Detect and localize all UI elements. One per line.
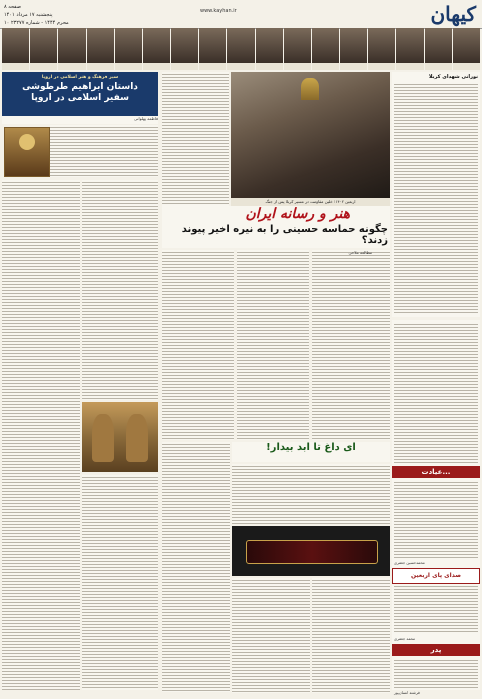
portrait [396,28,423,70]
portrait-photo [2,28,29,63]
portrait [284,28,311,70]
portrait [368,28,395,70]
portrait [312,28,339,70]
portrait-photo [396,28,423,63]
portrait-photo [199,28,226,63]
portrait [199,28,226,70]
halo-shape [19,134,35,150]
newspaper-logo: کیهان [430,2,476,26]
portrait-caption [199,63,226,70]
box-1-title: عیادت... [392,466,480,478]
portrait-caption [143,63,170,70]
box-3-title: پدر [392,644,480,656]
feature-column-3 [312,250,390,440]
portrait-caption [87,63,114,70]
website-url[interactable]: www.kayhan.ir [200,8,237,14]
sculpture-photo [82,402,158,472]
portrait-caption [284,63,311,70]
portrait [58,28,85,70]
calligraphy-banner [232,526,390,576]
portrait-photo [425,28,452,63]
portrait-caption [30,63,57,70]
portrait-photo [312,28,339,63]
portrait-caption [425,63,452,70]
left-article-author: فاطمه پهلوانی [2,116,158,124]
issue-line: ۱۰ محرم ۱۴۴۴ - شماره ۲۳۲۷۷ [4,20,69,26]
portrait-caption [340,63,367,70]
portrait-photo [256,28,283,63]
right-column-text [394,82,478,314]
portrait-caption [396,63,423,70]
headline-main: چگونه حماسه حسینی را به نیره اخیر پیوند زدند؟ [181,224,388,246]
portrait-photo [368,28,395,63]
poem-column-top [232,464,390,524]
portrait-caption [2,63,29,70]
portrait-photo [171,28,198,63]
box-3-text [394,658,478,688]
portrait-caption [171,63,198,70]
portrait-caption [115,63,142,70]
right-column-title: نورانی شهدای کربلا [428,74,478,80]
box-1-text [394,480,478,558]
portrait-photo [227,28,254,63]
figure-shape-right [126,414,148,462]
portrait [143,28,170,70]
left-article-text-top [50,125,158,177]
portrait-caption [453,63,480,70]
portrait-caption [227,63,254,70]
portrait [87,28,114,70]
page-label: صفحه ۸ [4,4,21,10]
feature-column-1 [162,250,234,440]
portrait-photo [30,28,57,63]
portrait-photo [87,28,114,63]
portrait [227,28,254,70]
portrait [115,28,142,70]
headline-kicker: هنر و رسانه ایران [245,206,350,222]
portrait-photo [340,28,367,63]
portrait-photo [58,28,85,63]
left-article-column-2 [82,180,158,400]
byline: مطالعه ملاحی [348,250,372,255]
left-article-title-1: داستان ابراهیم طرطوشی [22,82,138,92]
portrait [256,28,283,70]
left-article-column-1 [2,180,80,690]
calligraphy-frame [246,540,378,564]
feature-column-2 [237,250,309,440]
masthead [0,0,482,29]
portrait-photo [453,28,480,63]
left-article-header [2,72,158,116]
portrait-caption [256,63,283,70]
right-column [392,72,480,317]
portrait-caption [312,63,339,70]
feature-headline [162,206,390,248]
portrait-photo [143,28,170,63]
figure-shape-left [92,414,114,462]
poem-column-b [312,578,390,693]
poem-header [232,442,390,462]
portrait [425,28,452,70]
box-3-author: فرشته انسان‌پور [394,690,420,695]
portrait-photo [115,28,142,63]
portrait-strip [0,28,482,70]
poem-column-left [162,442,230,692]
portrait [340,28,367,70]
portrait [30,28,57,70]
issue-info [4,3,69,27]
portrait [453,28,480,70]
portrait-caption [368,63,395,70]
left-article-title-2: سفیر اسلامی در اروپا [31,93,129,103]
pilgrims-photo [231,72,390,198]
date-line: پنجشنبه ۱۷ مرداد ۱۴۰۱ [4,12,53,18]
portrait-caption [58,63,85,70]
box-2-title: صدای پای اربعین [392,568,480,584]
left-article-kicker: سیر فرهنگ و هنر اسلامی در اروپا [41,75,119,80]
box-1-author: محمدحسین جعفری [394,560,425,565]
photo-caption: اربعین ۱۴۰۲؛ خلین مقاومت در مسیر کربلا پس از جنگ [231,198,390,206]
left-article-column-3 [82,475,158,690]
poem-title: ای داغ تا ابد بیدار! [266,442,356,453]
portrait-photo [284,28,311,63]
portrait [171,28,198,70]
portrait [2,28,29,70]
icon-painting [4,127,50,177]
right-column-lower-text [394,322,478,464]
box-2-author: محمد جعفری [394,636,416,641]
box-2-text [394,584,478,634]
shrine-dome [301,78,319,100]
poem-column-a [232,578,310,693]
middle-column-text [162,72,229,206]
